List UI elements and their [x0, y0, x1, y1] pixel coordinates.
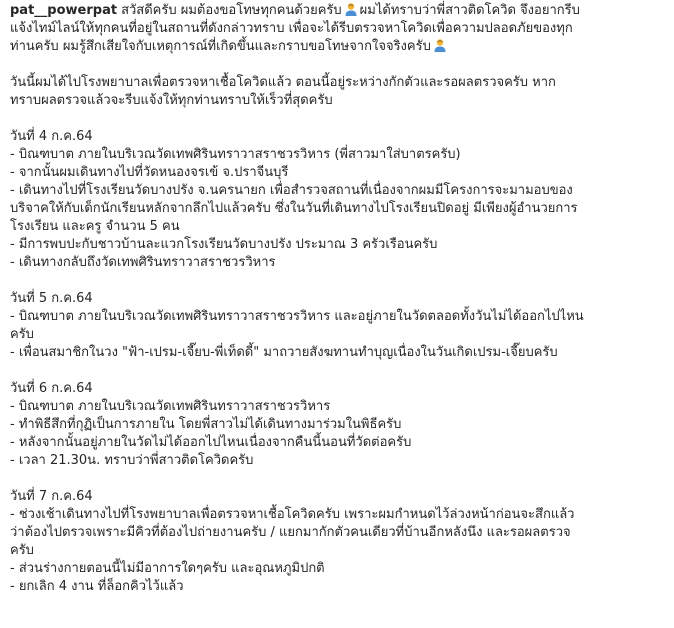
- timeline-item: - บิณฑบาต ภายในบริเวณวัดเทพศิรินทราวาสราชวรวิหาร และอยู่ภายในวัดตลอดทั้งวันไม่ได้ออกไปไหน: [10, 309, 584, 324]
- timeline-item: - บิณฑบาต ภายในบริเวณวัดเทพศิรินทราวาสราชวรวิหาร (พี่สาวมาใส่บาตรครับ): [10, 147, 461, 162]
- timeline-item: ครับ: [10, 327, 34, 342]
- timeline-item: ว่าต้องไปตรวจเพราะมีคิวที่ต้องไปถ่ายงานครับ / แยกมากักตัวคนเดียวที่บ้านอีกหลังนึง และรอผลตรวจ: [10, 525, 571, 540]
- timeline-item: - เดินทางกลับถึงวัดเทพศิรินทราวาสราชวรวิหาร: [10, 255, 276, 270]
- day-heading: วันที่ 5 ก.ค.64: [10, 291, 93, 306]
- timeline-item: บริจาคให้กับเด็กนักเรียนหลักจากลึกไปแล้วครับ ซึ่งในวันที่เดินทางไปโรงเรียนปิดอยู่ มีเพียงผู้อำนวยการ: [10, 201, 578, 216]
- timeline-item: - มีการพบปะกับชาวบ้านละแวกโรงเรียนวัดบางปรัง ประมาณ 3 ครัวเรือนครับ: [10, 237, 438, 252]
- day-heading: วันที่ 4 ก.ค.64: [10, 129, 93, 144]
- timeline-item: - เดินทางไปที่โรงเรียนวัดบางปรัง จ.นครนายก เพื่อสำรวจสถานที่เนื่องจากผมมีโครงการจะมามอบของ: [10, 183, 573, 198]
- day-section-1: [10, 128, 666, 272]
- person-bowing-icon: [344, 2, 358, 16]
- intro-text-1a: สวัสดีครับ ผมต้องขอโทษทุกคนด้วยครับ: [121, 3, 342, 18]
- intro-line-2: แจ้งไทม์ไลน์ให้ทุกคนที่อยู่ในสถานที่ดังกล่าวทราบ เพื่อจะได้รีบตรวจหาโควิดเพื่อความปลอดภัยของทุก: [10, 21, 573, 36]
- status-paragraph: [10, 74, 666, 110]
- intro-text-3: ท่านครับ ผมรู้สึกเสียใจกับเหตุการณ์ที่เกิดขึ้นและกราบขอโทษจากใจจริงครับ: [10, 39, 431, 54]
- day-heading: วันที่ 6 ก.ค.64: [10, 381, 93, 396]
- day-section-3: [10, 380, 666, 470]
- status-line-1: วันนี้ผมได้ไปโรงพยาบาลเพื่อตรวจหาเชื้อโควิดแล้ว ตอนนี้อยู่ระหว่างกักตัวและรอผลตรวจครับ หาก: [10, 75, 556, 90]
- timeline-item: - เวลา 21.30น. ทราบว่าพี่สาวติดโควิดครับ: [10, 453, 254, 468]
- intro-line-1: [10, 2, 666, 20]
- timeline-item: ครับ: [10, 543, 34, 558]
- day-heading: วันที่ 7 ก.ค.64: [10, 489, 93, 504]
- intro-line-3: [10, 38, 666, 56]
- timeline-item: - ช่วงเช้าเดินทางไปที่โรงพยาบาลเพื่อตรวจหาเชื้อโควิดครับ เพราะผมกำหนดไว้ล่วงหน้าก่อนจะสึกแล้ว: [10, 507, 575, 522]
- person-bowing-icon: [433, 38, 447, 52]
- intro-paragraph: [10, 2, 666, 56]
- timeline-item: - จากนั้นผมเดินทางไปที่วัดหนองจรเข้ จ.ปราจีนบุรี: [10, 165, 289, 180]
- day-section-4: [10, 488, 666, 596]
- timeline-item: โรงเรียน และครู จำนวน 5 คน: [10, 219, 180, 234]
- username-link[interactable]: pat__powerpat: [10, 3, 118, 18]
- timeline-item: - เพื่อนสมาชิกในวง "ฟ้า-เปรม-เจี๊ยบ-พี่เท็ดดี้" มาถวายสังฆทานทำบุญเนื่องในวันเกิดเปรม-เจี๊ยบครับ: [10, 345, 558, 360]
- timeline-item: - หลังจากนั้นอยู่ภายในวัดไม่ได้ออกไปไหนเนื่องจากคืนนี้นอนที่วัดต่อครับ: [10, 435, 412, 450]
- timeline-item: - ทำพิธีสึกที่กุฏิเป็นการภายใน โดยพี่สาวไม่ได้เดินทางมาร่วมในพิธีครับ: [10, 417, 402, 432]
- day-section-2: [10, 290, 666, 362]
- timeline-item: - ส่วนร่างกายตอนนี้ไม่มีอาการใดๆครับ และอุณหภูมิปกติ: [10, 561, 325, 576]
- timeline-item: - บิณฑบาต ภายในบริเวณวัดเทพศิรินทราวาสราชวรวิหาร: [10, 399, 331, 414]
- intro-text-1b: ผมได้ทราบว่าพี่สาวติดโควิด จึงอยากรีบ: [359, 3, 580, 18]
- status-line-2: ทราบผลตรวจแล้วจะรีบแจ้งให้ทุกท่านทราบให้เร็วที่สุดครับ: [10, 93, 333, 108]
- timeline-item: - ยกเลิก 4 งาน ที่ล็อกคิวไว้แล้ว: [10, 579, 184, 594]
